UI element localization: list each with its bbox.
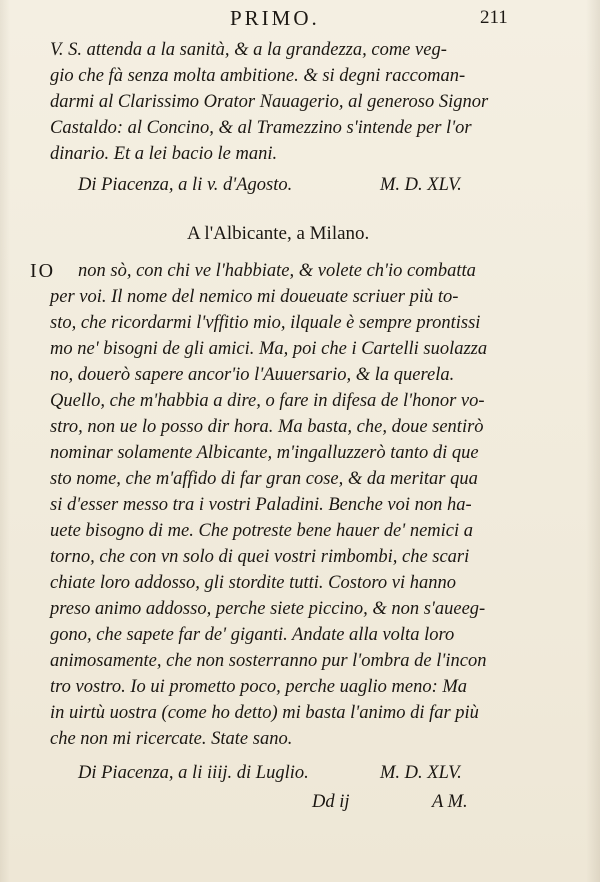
page-left-edge-shadow bbox=[0, 0, 10, 882]
closing-place-date: Di Piacenza, a li iiij. di Luglio. bbox=[78, 763, 309, 783]
text-line: stro, non ue lo posso dir hora. Ma basta, che, doue sentirò bbox=[50, 417, 484, 437]
text-line: no, douerò sapere ancor'io l'Auuersario, & la querela. bbox=[50, 365, 455, 385]
text-line: dinario. Et a lei bacio le mani. bbox=[50, 144, 278, 164]
letter-heading: A l'Albicante, a Milano. bbox=[187, 223, 370, 244]
text-line: animosamente, che non sosterranno pur l'ombra de l'incon bbox=[50, 651, 487, 671]
text-line: nominar solamente Albicante, m'ingalluzzerò tanto di que bbox=[50, 443, 479, 463]
text-line: V. S. attenda a la sanità, & a la grandezza, come veg- bbox=[50, 40, 447, 60]
closing-year: M. D. XLV. bbox=[380, 763, 462, 783]
text-line: chiate loro addosso, gli stordite tutti. Costoro vi hanno bbox=[50, 573, 456, 593]
drop-cap: IO bbox=[30, 260, 56, 282]
text-line: non sò, con chi ve l'habbiate, & volete ch'io combatta bbox=[78, 261, 476, 281]
text-line: uete bisogno di me. Che potreste bene hauer de' nemici a bbox=[50, 521, 474, 541]
text-line: mo ne' bisogni de gli amici. Ma, poi che i Cartelli suolazza bbox=[50, 339, 488, 359]
text-line: sto nome, che m'affido di far gran cose, & da meritar qua bbox=[50, 469, 478, 489]
text-line: torno, che con vn solo di quei vostri rimbombi, che scari bbox=[50, 547, 470, 567]
text-line: gono, che sapete far de' giganti. Andate alla volta loro bbox=[50, 625, 455, 645]
catchword: A M. bbox=[432, 792, 468, 812]
page-header bbox=[0, 2, 600, 32]
text-line: preso animo addosso, perche siete piccino, & non s'aueeg- bbox=[50, 599, 486, 619]
running-title: PRIMO. bbox=[230, 6, 320, 30]
text-line: tro vostro. Io ui prometto poco, perche uaglio meno: Ma bbox=[50, 677, 468, 697]
closing-place-date: Di Piacenza, a li v. d'Agosto. bbox=[78, 175, 293, 195]
text-line: si d'esser messo tra i vostri Paladini. Benche voi non ha- bbox=[50, 495, 472, 515]
text-line: Quello, che m'habbia a dire, o fare in difesa de l'honor vo- bbox=[50, 391, 485, 411]
closing-year: M. D. XLV. bbox=[380, 175, 462, 195]
page-number: 211 bbox=[480, 7, 508, 28]
text-line: sto, che ricordarmi l'vffitio mio, ilquale è sempre prontissi bbox=[50, 313, 481, 333]
text-line: darmi al Clarissimo Orator Nauagerio, al generoso Signor bbox=[50, 92, 489, 112]
text-line: per voi. Il nome del nemico mi doueuate scriuer più to- bbox=[50, 287, 459, 307]
text-line: gio che fà senza molta ambitione. & si degni raccoman- bbox=[50, 66, 466, 86]
page-right-edge-shadow bbox=[586, 0, 600, 882]
text-line: in uirtù uostra (come ho detto) mi basta l'animo di far più bbox=[50, 703, 479, 723]
signature-mark: Dd ij bbox=[312, 792, 350, 812]
text-line: Castaldo: al Concino, & al Tramezzino s'intende per l'or bbox=[50, 118, 472, 138]
text-line: che non mi ricercate. State sano. bbox=[50, 729, 293, 749]
